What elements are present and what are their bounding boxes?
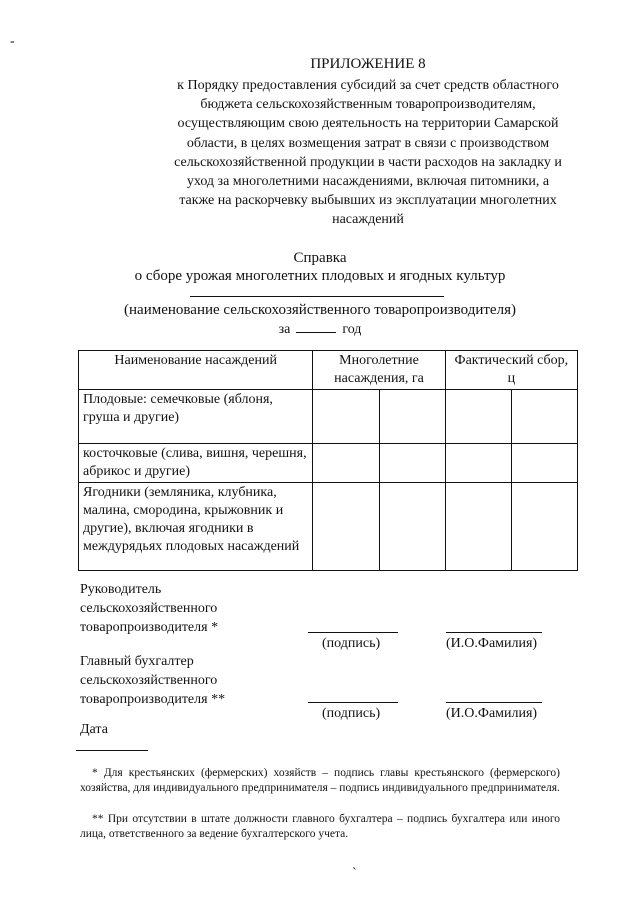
footnote-rule <box>76 750 148 751</box>
document-title: Справка <box>293 250 347 266</box>
table-cell <box>511 483 577 571</box>
year-suffix: год <box>342 322 362 337</box>
header-planting-name: Наименование насаждений <box>79 351 313 390</box>
year-blank <box>296 320 336 333</box>
table-cell <box>511 390 577 444</box>
year-line <box>0 320 640 338</box>
accountant-signature-caption: (подпись) <box>322 706 381 721</box>
date-label: Дата <box>80 722 108 737</box>
table-row <box>79 444 578 483</box>
head-label: Руководитель сельскохозяйственного товаропроизводителя * <box>80 582 219 635</box>
header-harvest: Фактический сбор, ц <box>445 351 577 390</box>
producer-caption: (наименование сельскохозяйственного товаропроизводителя) <box>124 302 516 318</box>
table-cell <box>379 483 445 571</box>
accountant-signature-line <box>308 702 398 703</box>
year-prefix: за <box>278 322 291 337</box>
footnote-2: ** При отсутствии в штате должности главного бухгалтера – подпись бухгалтера или иного лица, ответственного за ведение бухгалтерского учета. <box>80 813 560 840</box>
document-subtitle: о сборе урожая многолетних плодовых и ягодных культур <box>134 268 506 284</box>
footnote-1: * Для крестьянских (фермерских) хозяйств – подпись главы крестьянского (фермерского) хозяйства, для индивидуального предпринимателя – подпись индивидуального предпринимателя. <box>80 767 560 794</box>
header-area: Многолетние насаждения, га <box>313 351 445 390</box>
appendix-text: к Порядку предоставления субсидий за счет средств областного бюджета сельскохозяйственным товаропроизводителям, осуществляющим свою деятельность на территории Самарской области, в целях возмещения затрат в связи с производством сельскохозяйственной продукции в части расходов на закладку и уход за многолетними насаждениями, включая питомники, а также на раскорчевку выбывших из эксплуатации многолетних насаждений <box>174 78 562 228</box>
row-label-stone: косточковые (слива, вишня, черешня, абрикос и другие) <box>79 444 313 483</box>
table-row <box>79 390 578 444</box>
scan-mark: - <box>10 34 15 49</box>
table-cell <box>445 483 511 571</box>
table-header-row <box>79 351 578 390</box>
accountant-name-caption: (И.О.Фамилия) <box>446 706 538 721</box>
table-cell <box>313 390 379 444</box>
appendix-title: ПРИЛОЖЕНИЕ 8 <box>310 56 426 72</box>
harvest-table <box>78 350 578 571</box>
head-name-line <box>446 632 542 633</box>
accountant-label: Главный бухгалтер сельскохозяйственного товаропроизводителя ** <box>80 654 226 707</box>
table-cell <box>379 444 445 483</box>
head-name-caption: (И.О.Фамилия) <box>446 636 538 651</box>
table-row <box>79 483 578 571</box>
row-label-berries: Ягодники (земляника, клубника, малина, смородина, крыжовник и другие), включая ягодники в междурядьях плодовых насаждений <box>79 483 313 571</box>
accountant-name-line <box>446 702 542 703</box>
head-signature-line <box>308 632 398 633</box>
head-signature-caption: (подпись) <box>322 636 381 651</box>
table-cell <box>313 483 379 571</box>
scan-mark: ` <box>352 866 357 881</box>
table-cell <box>379 390 445 444</box>
table-cell <box>313 444 379 483</box>
producer-name-blank <box>190 296 444 297</box>
table-cell <box>511 444 577 483</box>
table-cell <box>445 444 511 483</box>
row-label-pome: Плодовые: семечковые (яблоня, груша и другие) <box>79 390 313 444</box>
table-cell <box>445 390 511 444</box>
